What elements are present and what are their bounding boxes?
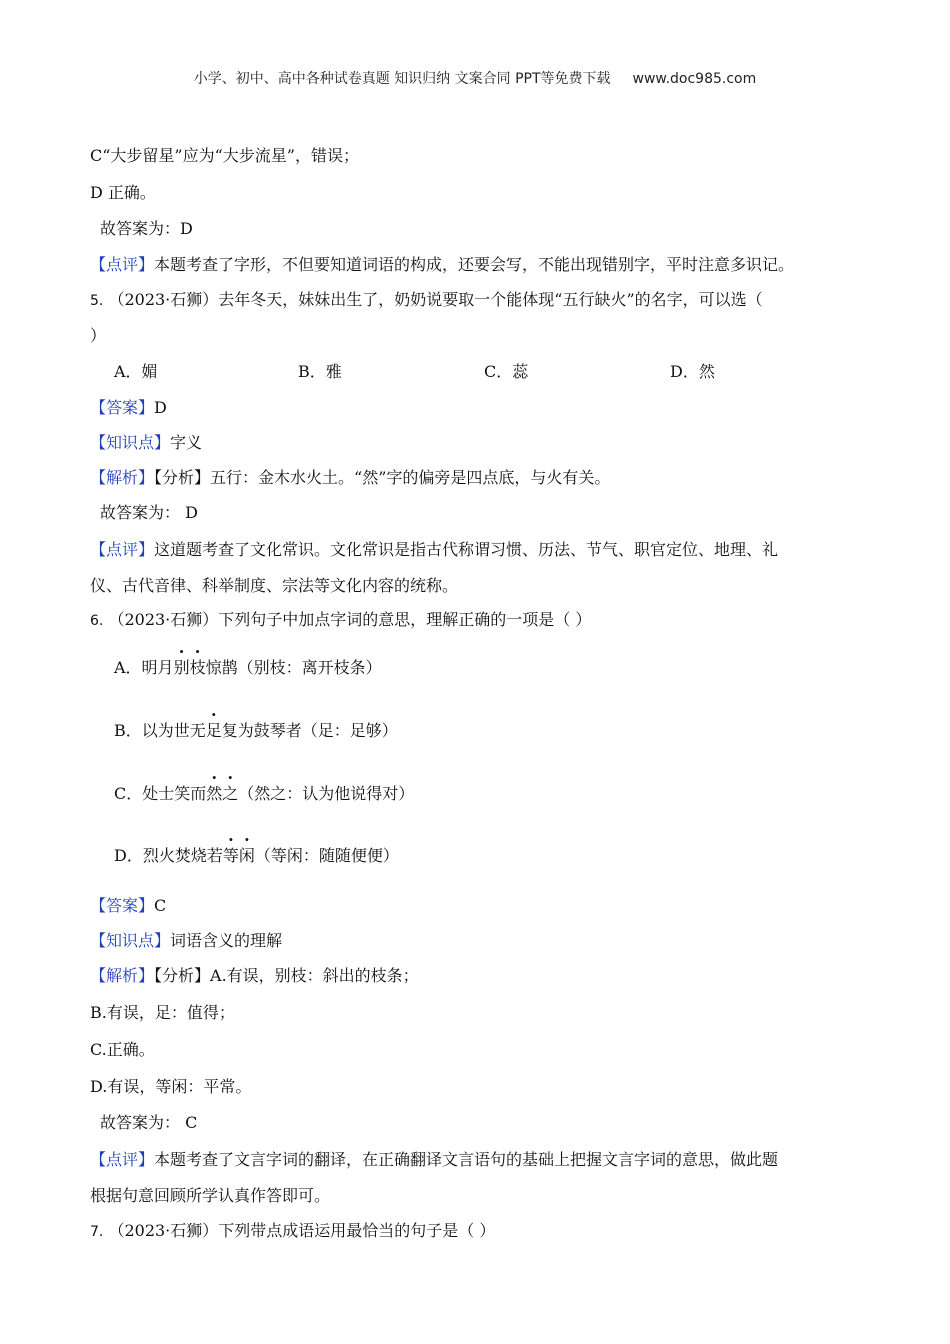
- q6-knowledge-tag: 【知识点】: [90, 931, 171, 950]
- line-c-error: C“大步留星”应为“大步流星”，错误；: [90, 146, 359, 165]
- q6-knowledge: [90, 931, 282, 951]
- q6-b-dot-1: 足: [205, 721, 222, 740]
- q6-b-post: 复为鼓琴者（足：足够）: [221, 721, 398, 740]
- q5-knowledge-value: 字义: [170, 433, 203, 452]
- q5-stem-cont: ）: [90, 326, 107, 345]
- q6-analysis-tag: 【解析】: [90, 966, 155, 985]
- q5-analysis: [90, 468, 610, 488]
- q6-analysis-d: D.有误，等闲：平常。: [90, 1077, 252, 1096]
- q6-knowledge-value: 词语含义的理解: [170, 931, 283, 950]
- q6-option-a: [114, 658, 382, 678]
- q6-answer-value: C: [154, 896, 167, 915]
- q6-conclusion: 故答案为： C: [100, 1113, 198, 1132]
- q6-analysis: [90, 966, 419, 986]
- q6-answer: [90, 896, 166, 916]
- q7-stem-line: [90, 1221, 495, 1242]
- header-text: 小学、初中、高中各种试卷真题 知识归纳 文案合同 PPT等免费下载: [193, 71, 611, 87]
- q5-analysis-text: 【分析】五行：金木水火土。“然”字的偏旁是四点底，与火有关。: [154, 468, 611, 487]
- q6-c-dot-1: 然: [206, 784, 223, 803]
- q6-analysis-c: C.正确。: [90, 1040, 155, 1059]
- q6-analysis-b: B.有误，足：值得；: [90, 1003, 235, 1022]
- q5-answer-value: D: [154, 398, 167, 417]
- q5-stem-line: [90, 290, 763, 311]
- q5-knowledge-tag: 【知识点】: [90, 433, 171, 452]
- q6-a-dot-1: 别: [173, 658, 190, 677]
- q5-answer: [90, 398, 167, 418]
- q6-d-post: （等闲：随随便便）: [254, 846, 399, 865]
- q5-knowledge: [90, 433, 202, 453]
- q5-option-c: C．蕊: [484, 362, 529, 381]
- q6-a-post: 惊鹊（别枝：离开枝条）: [205, 658, 382, 677]
- q6-review: [90, 1150, 778, 1170]
- review-prev: [90, 255, 794, 275]
- line-d-correct: D 正确。: [90, 183, 156, 202]
- q5-review-text-1: 这道题考查了文化常识。文化常识是指古代称谓习惯、历法、节气、职官定位、地理、礼: [154, 540, 779, 559]
- q7-number: 7.: [90, 1224, 104, 1240]
- q6-c-post: （然之：认为他说得对）: [238, 784, 415, 803]
- review-tag: 【点评】: [90, 255, 155, 274]
- q5-review: [90, 540, 778, 560]
- q6-a-pre: A．明月: [114, 658, 174, 677]
- line-answer-prev: 故答案为：D: [100, 219, 193, 238]
- q6-answer-tag: 【答案】: [90, 896, 155, 915]
- q5-review-tag: 【点评】: [90, 540, 155, 559]
- q6-option-d: [114, 846, 399, 866]
- q5-number: 5.: [90, 293, 104, 309]
- q6-a-dot-2: 枝: [189, 658, 206, 677]
- q5-option-d: D．然: [670, 362, 715, 381]
- q6-option-b: [114, 721, 398, 741]
- q6-c-pre: C．处士笑而: [114, 784, 207, 803]
- review-text: 本题考查了字形，不但要知道词语的构成，还要会写，不能出现错别字，平时注意多识记。: [154, 255, 795, 274]
- q5-option-b: B．雅: [298, 362, 342, 381]
- q5-review-cont: 仪、古代音律、科举制度、宗法等文化内容的统称。: [90, 576, 459, 595]
- q7-stem: （2023·石狮）下列带点成语运用最恰当的句子是（ ）: [108, 1221, 496, 1240]
- q6-stem-line: [90, 610, 591, 631]
- page-header: [0, 68, 950, 88]
- q6-review-text-1: 本题考查了文言字词的翻译，在正确翻译文言语句的基础上把握文言字词的意思，做此题: [154, 1150, 779, 1169]
- q6-analysis-text: 【分析】A.有误，别枝：斜出的枝条；: [154, 966, 419, 985]
- q6-b-pre: B．以为世无: [114, 721, 206, 740]
- header-site: www.doc985.com: [632, 71, 757, 87]
- q6-d-dot-1: 等: [222, 846, 239, 865]
- q6-review-cont: 根据句意回顾所学认真作答即可。: [90, 1186, 331, 1205]
- q6-number: 6.: [90, 613, 104, 629]
- q6-stem: （2023·石狮）下列句子中加点字词的意思，理解正确的一项是（ ）: [108, 610, 592, 629]
- q6-c-dot-2: 之: [222, 784, 239, 803]
- q6-review-tag: 【点评】: [90, 1150, 155, 1169]
- q5-stem: （2023·石狮）去年冬天，妹妹出生了，奶奶说要取一个能体现“五行缺火”的名字，可以选（: [108, 290, 763, 309]
- q6-option-c: [114, 784, 414, 804]
- q6-d-dot-2: 闲: [238, 846, 255, 865]
- q6-d-pre: D．烈火焚烧若: [114, 846, 223, 865]
- q5-analysis-tag: 【解析】: [90, 468, 155, 487]
- q5-option-a: A．媚: [114, 362, 158, 381]
- q5-answer-tag: 【答案】: [90, 398, 155, 417]
- q5-conclusion: 故答案为： D: [100, 503, 198, 522]
